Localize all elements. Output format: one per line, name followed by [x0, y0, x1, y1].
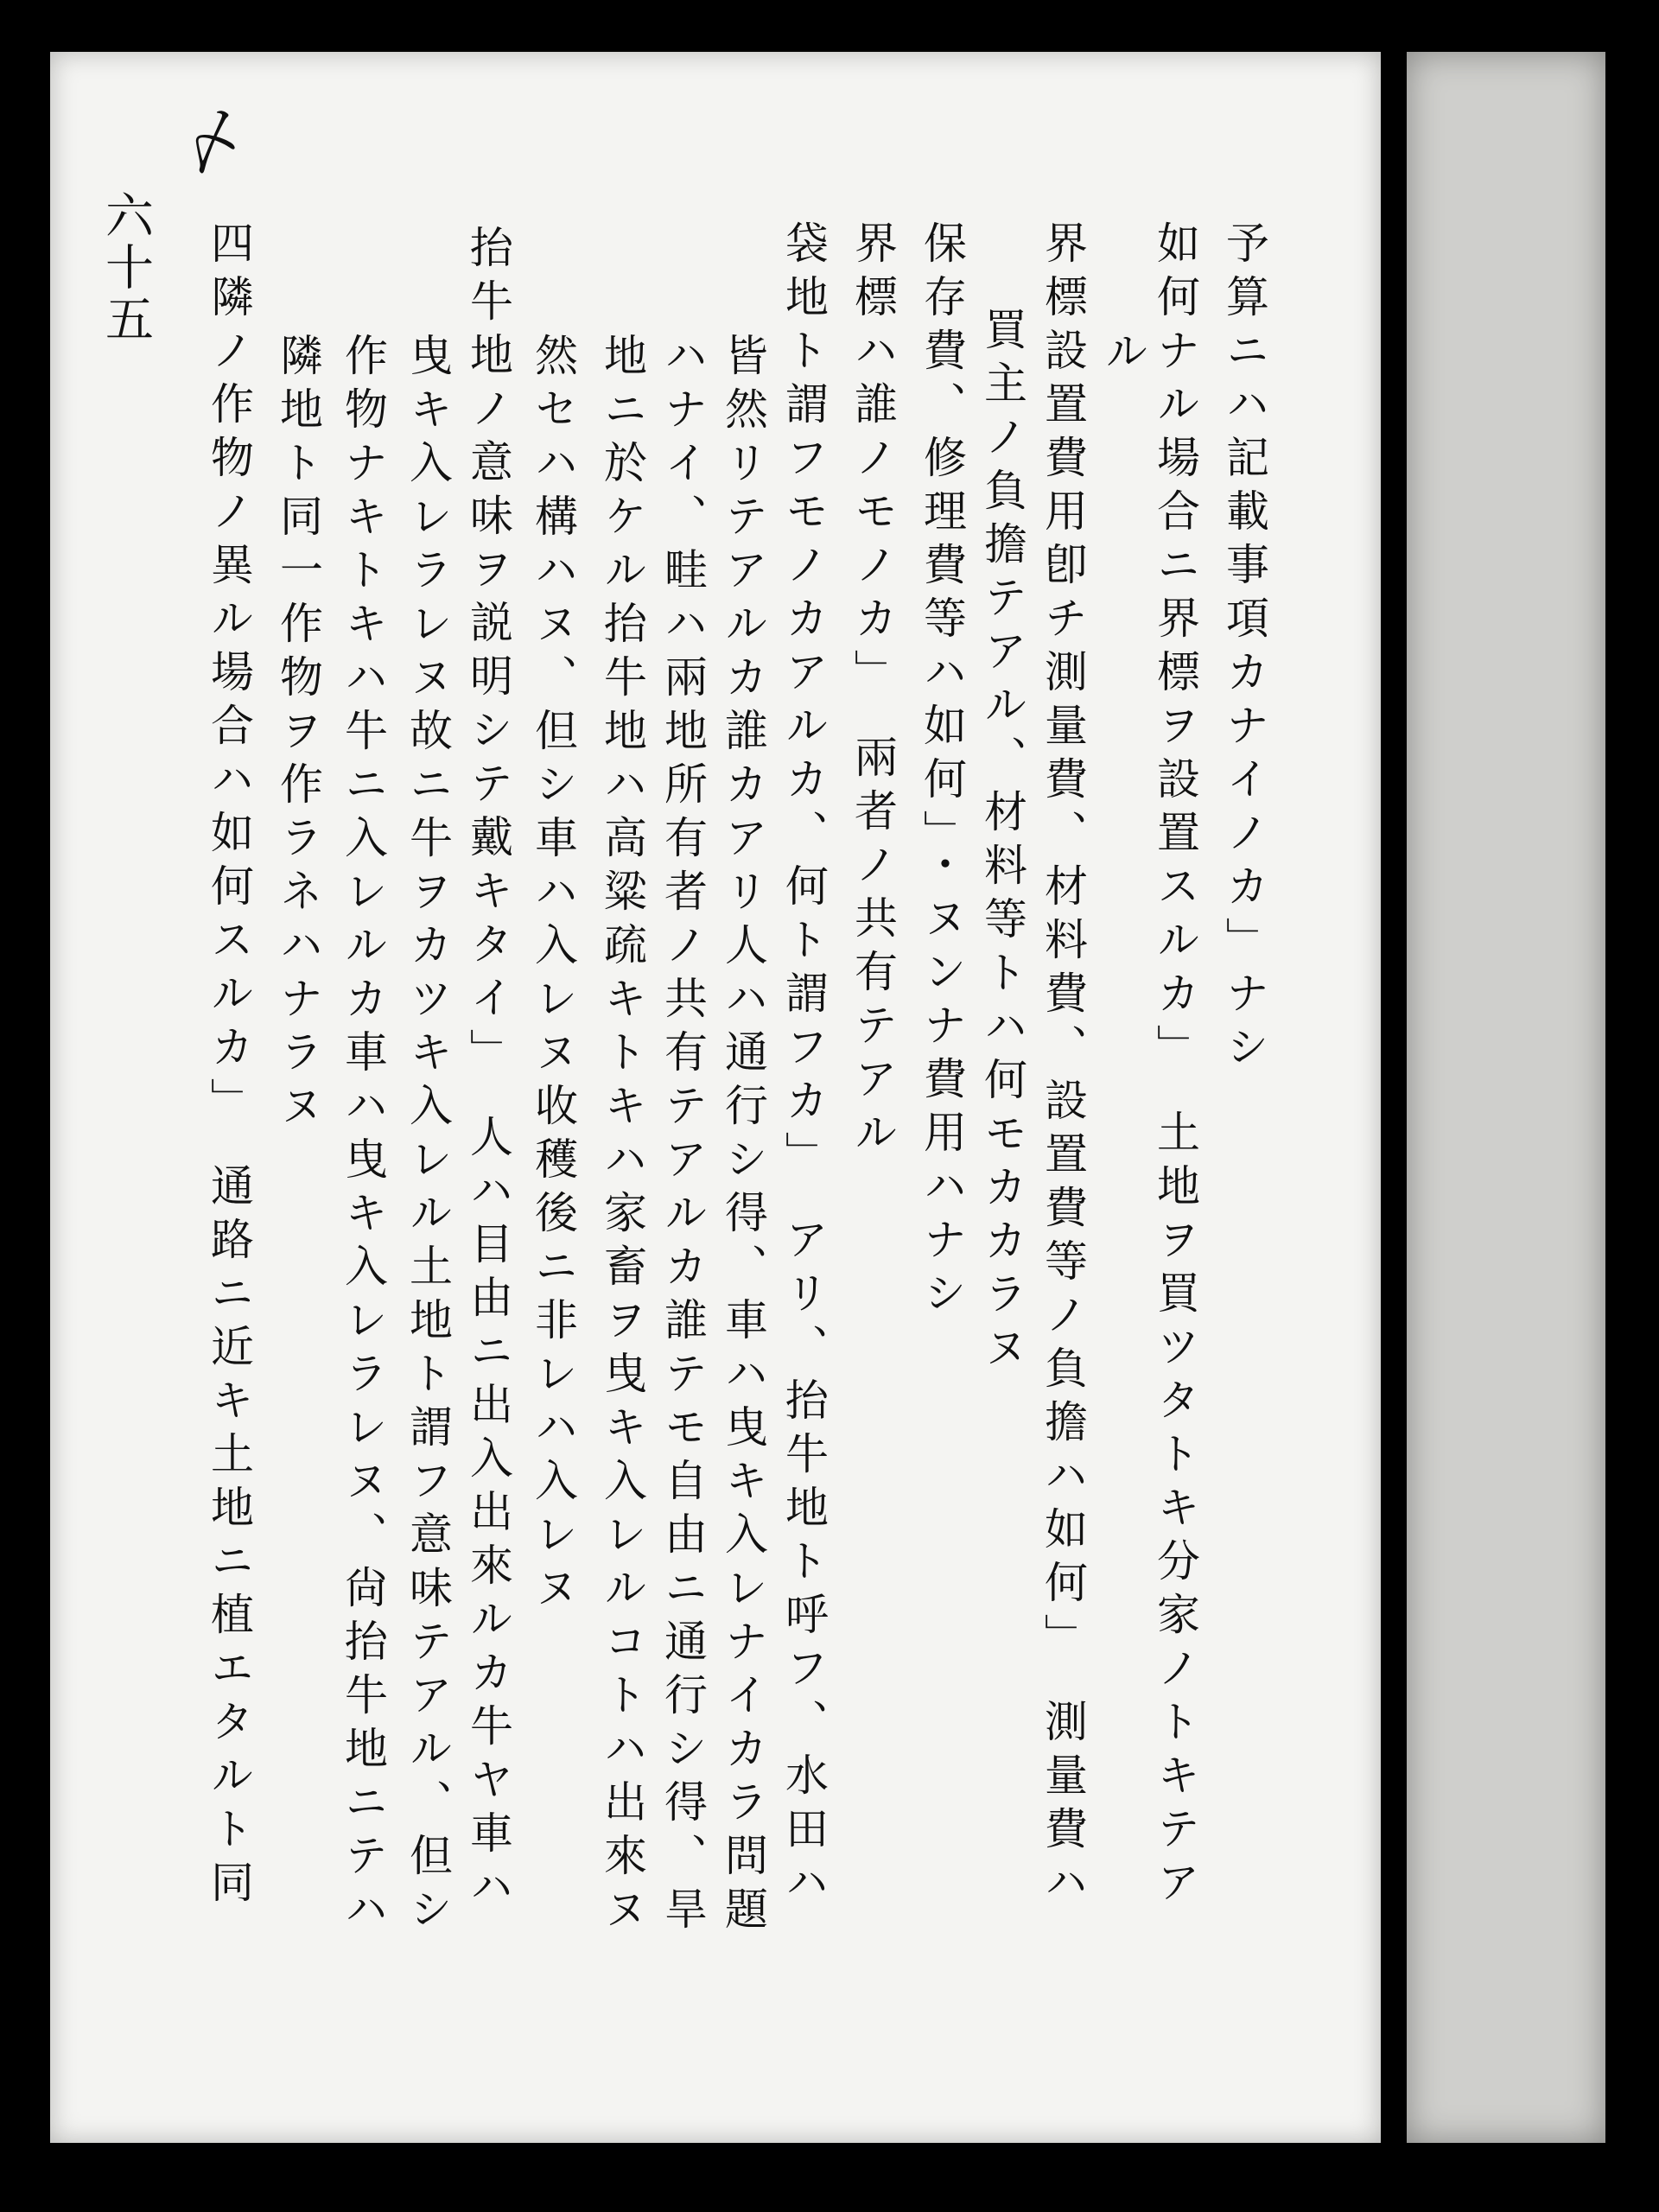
text-column: 保存費、修理費等ハ如何」・ヌンナ費用ハナシ — [917, 220, 967, 1324]
text-column: 抬牛地ノ意味ヲ説明シテ戴キタイ」 人ハ目由ニ出入出來ルカ牛ヤ車ハ — [463, 225, 513, 1917]
text-column: 買主ノ負擔テアル、材料等トハ何モカカラヌ — [977, 307, 1027, 1378]
text-column: 界標ハ誰ノモノカ」 兩者ノ共有テアル — [848, 220, 898, 1163]
text-column: ハナイ、畦ハ兩地所有者ノ共有テアルカ誰テモ自由ニ通行シ得、旱 — [658, 333, 708, 1940]
corner-handwritten-mark: 〆 — [172, 99, 254, 188]
text-column: 地ニ於ケル抬牛地ハ高粱疏キトキハ家畜ヲ曳キ入レルコトハ出來ヌ — [597, 333, 647, 1940]
text-column: 四隣ノ作物ノ異ル場合ハ如何スルカ」 通路ニ近キ土地ニ植エタルト同 — [204, 220, 254, 1913]
adjacent-page-edge — [1407, 52, 1605, 2143]
text-column: 如何ナル場合ニ界標ヲ設置スルカ」 土地ヲ買ツタトキ分家ノトキテア — [1150, 220, 1200, 1913]
text-column: 隣地ト同一作物ヲ作ラネハナラヌ — [273, 333, 323, 1136]
text-column: ル — [1098, 328, 1148, 382]
page-number: 六十五 — [98, 190, 154, 346]
text-column: 袋地ト謂フモノカアルカ、何ト謂フカ」 アリ、抬牛地ト呼フ、水田ハ — [779, 220, 829, 1913]
text-column: 曳キ入レラレヌ故ニ牛ヲカツキ入レル土地ト謂フ意味テアル、但シ — [403, 333, 453, 1940]
text-column: 界標設置費用卽チ測量費、材料費、設置費等ノ負擔ハ如何」 測量費ハ — [1038, 220, 1088, 1913]
page-gutter — [1381, 52, 1407, 2143]
text-column: 作物ナキトキハ牛ニ入レルカ車ハ曳キ入レラレヌ、尙抬牛地ニテハ — [338, 333, 388, 1940]
left-scan-border — [0, 0, 50, 2212]
text-column: 予算ニハ記載事項カナイノカ」ナシ — [1219, 220, 1269, 1077]
right-scan-border — [1605, 0, 1659, 2212]
text-column: 皆然リテアルカ誰カアリ人ハ通行シ得、車ハ曳キ入レナイカラ問題 — [718, 333, 768, 1940]
text-column: 然セハ構ハヌ、但シ車ハ入レヌ收穫後ニ非レハ入レヌ — [528, 333, 578, 1618]
